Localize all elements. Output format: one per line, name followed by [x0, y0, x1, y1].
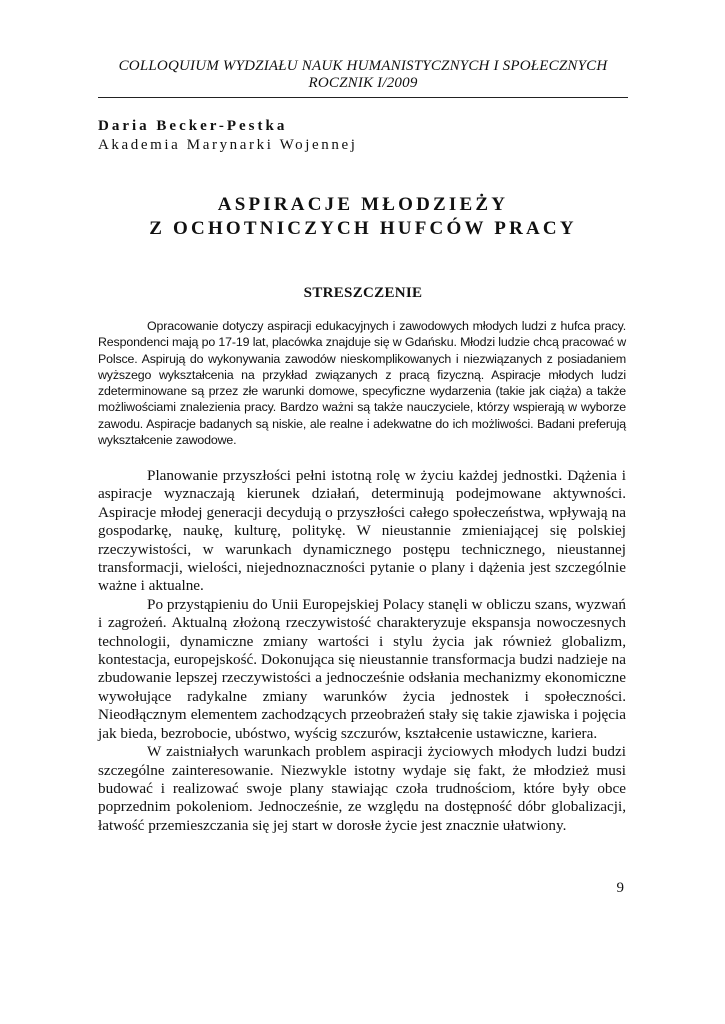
journal-name: COLLOQUIUM WYDZIAŁU NAUK HUMANISTYCZNYCH I SPOŁECZNYCH: [118, 58, 608, 74]
article-title-line-2: Z OCHOTNICZYCH HUFCÓW PRACY: [149, 218, 577, 239]
body-paragraph: W zaistniałych warunkach problem aspiracji życiowych młodych ludzi budzi szczególne zainteresowanie. Niezwykle istotny wydaje się fakt, że młodzież musi budować i realizować swoje plany stawiając czoła trudnościom, które były obce poprzednim pokoleniom. Jednocześnie, ze względu na dostępność dóbr globalizacji, łatwość przemieszczania się jej start w dorosłe życie jest znacznie ułatwiony.: [98, 743, 626, 834]
article-body: [98, 467, 626, 835]
page-number: 9: [616, 880, 624, 896]
article-title: [98, 193, 628, 241]
running-header: [98, 58, 628, 92]
abstract-text: Opracowanie dotyczy aspiracji edukacyjnych i zawodowych młodych ludzi z hufca pracy. Respondenci mają po 17-19 lat, placówka znajduje się w Gdańsku. Młodzi ludzie chcą pracować w Polsce. Aspirują do wykonywania zawodów nieskomplikowanych i niezwiązanych z posiadaniem wyższego wykształcenia na przykład związanych z pracą fizyczną. Aspiracje młodych ludzi zdeterminowane są przez złe warunki domowe, specyficzne wydarzenia (takie jak ciąża) a także możliwościami znalezienia pracy. Bardzo ważni są także nauczyciele, którzy wspierają w wyborze zawodu. Aspiracje badanych są niskie, ale realne i adekwatne do ich możliwości. Badani preferują wykształcenie zawodowe.: [98, 319, 626, 448]
abstract-heading: STRESZCZENIE: [303, 285, 423, 301]
author-name: Daria Becker-Pestka: [98, 118, 288, 134]
author-affiliation: Akademia Marynarki Wojennej: [98, 137, 358, 153]
journal-volume: ROCZNIK I/2009: [308, 75, 418, 91]
header-divider: [98, 97, 628, 98]
article-title-line-1: ASPIRACJE MŁODZIEŻY: [217, 194, 509, 215]
body-paragraph: Planowanie przyszłości pełni istotną rolę w życiu każdej jednostki. Dążenia i aspiracje wyznaczają kierunek działań, determinują podejmowane aktywności. Aspiracje młodej generacji decydują o przyszłości całego społeczeństwa, wpływają na gospodarkę, naukę, kulturę, politykę. W nieustannie zmieniającej się polskiej rzeczywistości, w warunkach dynamicznego postępu technicznego, nieustannej transformacji, wielości, niejednoznaczności pytanie o plany i dążenia jest szczególnie ważne i aktualne.: [98, 467, 626, 595]
author-block: [98, 117, 358, 155]
body-paragraph: Po przystąpieniu do Unii Europejskiej Polacy stanęli w obliczu szans, wyzwań i zagrożeń. Aktualną złożoną rzeczywistość charakteryzuje ekspansja nowoczesnych technologii, dynamiczne zmiany wartości i stylu życia jak również globalizm, kontestacja, europejskość. Dokonująca się nieustannie transformacja budzi nadzieje na zbudowanie lepszej rzeczywistości a jednocześnie odsłania mechanizmy ekonomiczne wywołujące radykalne zmiany warunków życia jednostek i społeczności. Nieodłącznym elementem zachodzących przeobrażeń stały się takie zjawiska i pojęcia jak bieda, bezrobocie, ubóstwo, wyścig szczurów, kształcenie ustawiczne, kariera.: [98, 595, 626, 742]
